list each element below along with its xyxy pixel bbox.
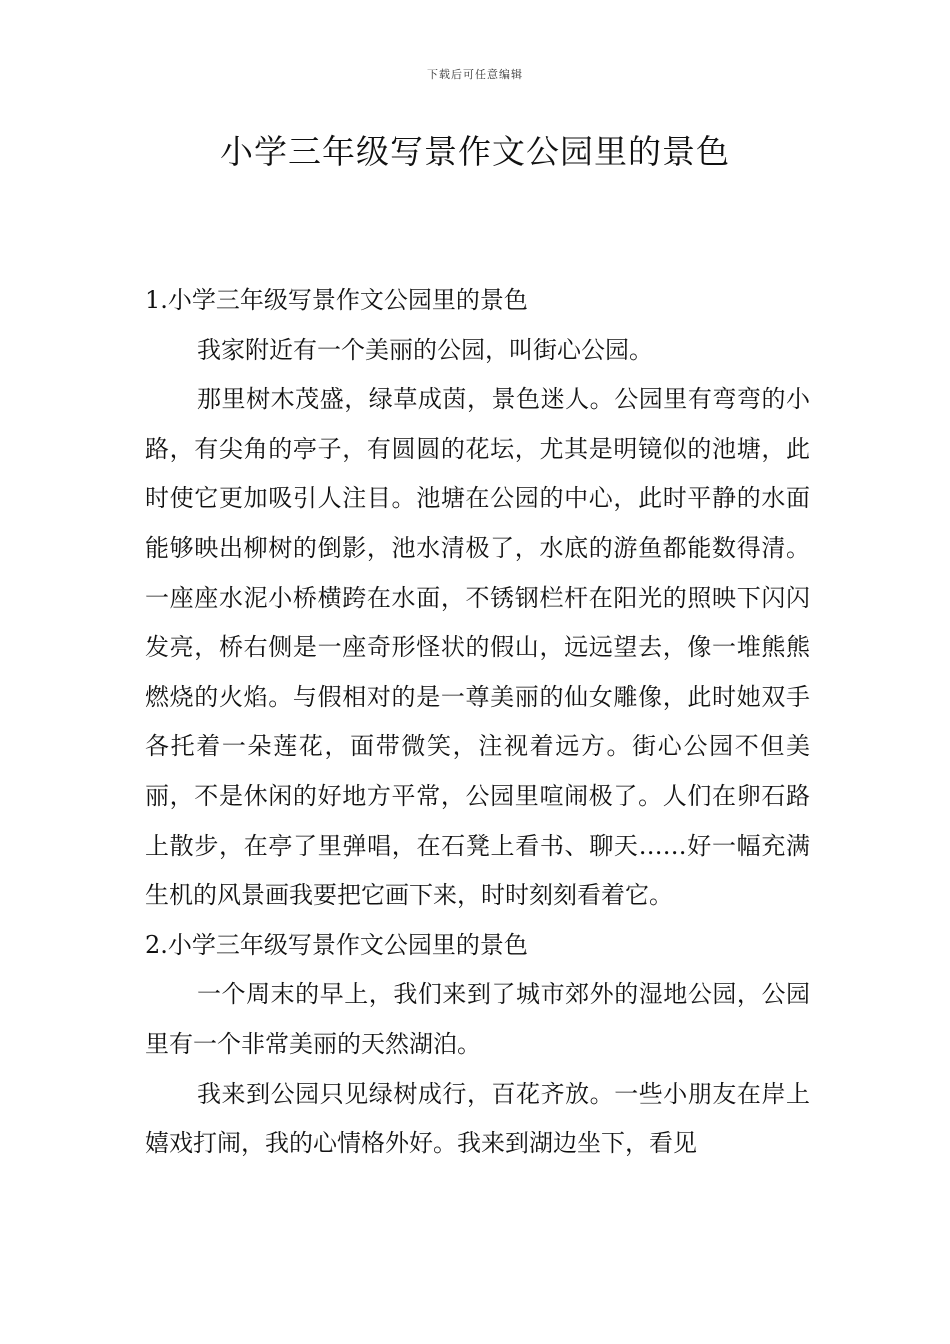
paragraph: 我来到公园只见绿树成行，百花齐放。一些小朋友在岸上嬉戏打闹，我的心情格外好。我来到湖边坐下，看见 (145, 1079, 810, 1158)
paragraph: 那里树木茂盛，绿草成茵，景色迷人。公园里有弯弯的小路，有尖角的亭子，有圆圆的花坛，尤其是明镜似的池塘，此时使它更加吸引人注目。池塘在公园的中心，此时平静的水面能够映出柳树的倒影，池水清极了，水底的游鱼都能数得清。一座座水泥小桥横跨在水面，不锈钢栏杆在阳光的照映下闪闪发亮，桥右侧是一座奇形怪状的假山，远远望去，像一堆熊熊燃烧的火焰。与假相对的是一尊美丽的仙女雕像，此时她双手各托着一朵莲花，面带微笑，注视着远方。街心公园不但美丽，不是休闲的好地方平常，公园里喧闹极了。人们在卵石路上散步，在亭了里弹唱，在石凳上看书、聊天……好一幅充满生机的风景画我要把它画下来，时时刻刻看着它。 (145, 385, 810, 910)
section-heading: 2.小学三年级写景作文公园里的景色 (145, 930, 528, 959)
document-body (145, 276, 810, 1169)
paragraph: 一个周末的早上，我们来到了城市郊外的湿地公园，公园里有一个非常美丽的天然湖泊。 (145, 980, 810, 1058)
paragraph: 我家附近有一个美丽的公园，叫街心公园。 (197, 335, 653, 364)
section-1 (145, 276, 810, 921)
header-note: 下载后可任意编辑 (427, 68, 523, 81)
document-title: 小学三年级写景作文公园里的景色 (220, 132, 730, 171)
section-2 (145, 921, 810, 1169)
section-heading: 1.小学三年级写景作文公园里的景色 (145, 286, 528, 314)
